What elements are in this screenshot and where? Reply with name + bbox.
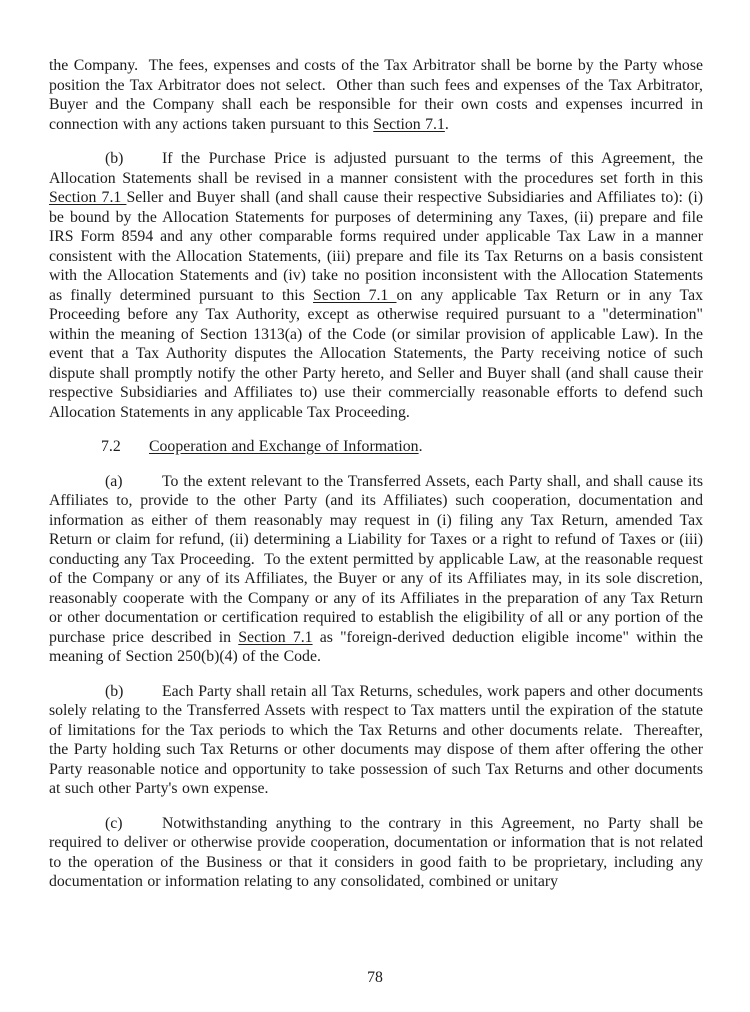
paragraph (49, 149, 703, 422)
paragraph (49, 472, 703, 667)
document-body (49, 56, 703, 907)
text-run: as "foreign-derived deduction eligible income" within the meaning of Section 250(b)(4) of the Code. (49, 628, 703, 665)
section-reference: Cooperation and Exchange of Information (149, 438, 419, 455)
paragraph-label: (b) (105, 150, 124, 167)
section-reference: Section 7.1 (49, 189, 127, 206)
text-run: Notwithstanding anything to the contrary in this Agreement, no Party shall be required to deliver or otherwise provide cooperation, documentation or information that is not related to the operation of the Business or that it considers in good faith to be proprietary, including any documentation or information relating to any consolidated, combined or unitary (49, 814, 703, 890)
paragraph (49, 56, 703, 134)
text-run: . (418, 438, 423, 455)
paragraph (49, 814, 703, 892)
section-reference: Section 7.1 (313, 286, 397, 304)
text-run: Seller and Buyer shall (and shall cause their respective Subsidiaries and Affiliates to): (i) be bound by the Allocation Statements for purposes of determining any Taxes, (ii) prepare and file IRS Form 8594 and any other comparable forms required under applicable Tax Law in a manner consistent with the Allocation Statements, (iii) prepare and file its Tax Returns on a basis consistent with the Allocation Statements and (iv) take no position inconsistent with the Allocation Statements as finally determined pursuant to this (49, 189, 703, 304)
text-run: . (444, 115, 449, 133)
section-number: 7.2 (101, 438, 121, 455)
section-reference: Section 7.1 (373, 115, 445, 133)
page-number: 78 (367, 969, 383, 986)
paragraph-label: (c) (105, 814, 123, 832)
section-heading (49, 437, 703, 457)
section-reference: Section 7.1 (238, 628, 313, 646)
text-run: To the extent relevant to the Transferred Assets, each Party shall, and shall cause its Affiliates to, provide to the other Party (and its Affiliates) such cooperation, documentation and information as either of them reasonably may request in (i) filing any Tax Return, amended Tax Return or claim for refund, (ii) determining a Liability for Taxes or a right to refund of Taxes or (iii) conducting any Tax Proceeding. To the extent permitted by applicable Law, at the reasonable request of the Company or any of its Affiliates, the Buyer or any of its Affiliates may, in its sole discretion, reasonably cooperate with the Company or any of its Affiliates in the preparation of any Tax Return or other documentation or certification required to establish the eligibility of all or any portion of the purchase price described in (49, 472, 703, 646)
text-run: If the Purchase Price is adjusted pursuant to the terms of this Agreement, the Allocation Statements shall be revised in a manner consistent with the procedures set forth in this (49, 150, 703, 187)
paragraph-label: (a) (105, 472, 123, 490)
text-run: the Company. The fees, expenses and costs of the Tax Arbitrator shall be borne by the Party whose position the Tax Arbitrator does not select. Other than such fees and expenses of the Tax Arbitrator, Buyer and the Company shall each be responsible for their own costs and expenses incurred in connection with any actions taken pursuant to this (49, 57, 703, 133)
paragraph-label: (b) (105, 682, 124, 700)
paragraph (49, 682, 703, 799)
text-run: Each Party shall retain all Tax Returns, schedules, work papers and other documents solely relating to the Transferred Assets with respect to Tax matters until the expiration of the statute of limitations for the Tax periods to which the Tax Returns and other documents relate. Thereafter, the Party holding such Tax Returns or other documents may dispose of them after offering the other Party reasonable notice and opportunity to take possession of such Tax Returns and other documents at such other Party's own expense. (49, 682, 703, 797)
text-run: on any applicable Tax Return or in any Tax Proceeding before any Tax Authority, except as otherwise required pursuant to a "determination" within the meaning of Section 1313(a) of the Code (or similar provision of applicable Law). In the event that a Tax Authority disputes the Allocation Statements, the Party receiving notice of such dispute shall promptly notify the other Party hereto, and Seller and Buyer shall (and shall cause their respective Subsidiaries and Affiliates to) use their commercially reasonable efforts to defend such Allocation Statements in any applicable Tax Proceeding. (49, 286, 703, 421)
